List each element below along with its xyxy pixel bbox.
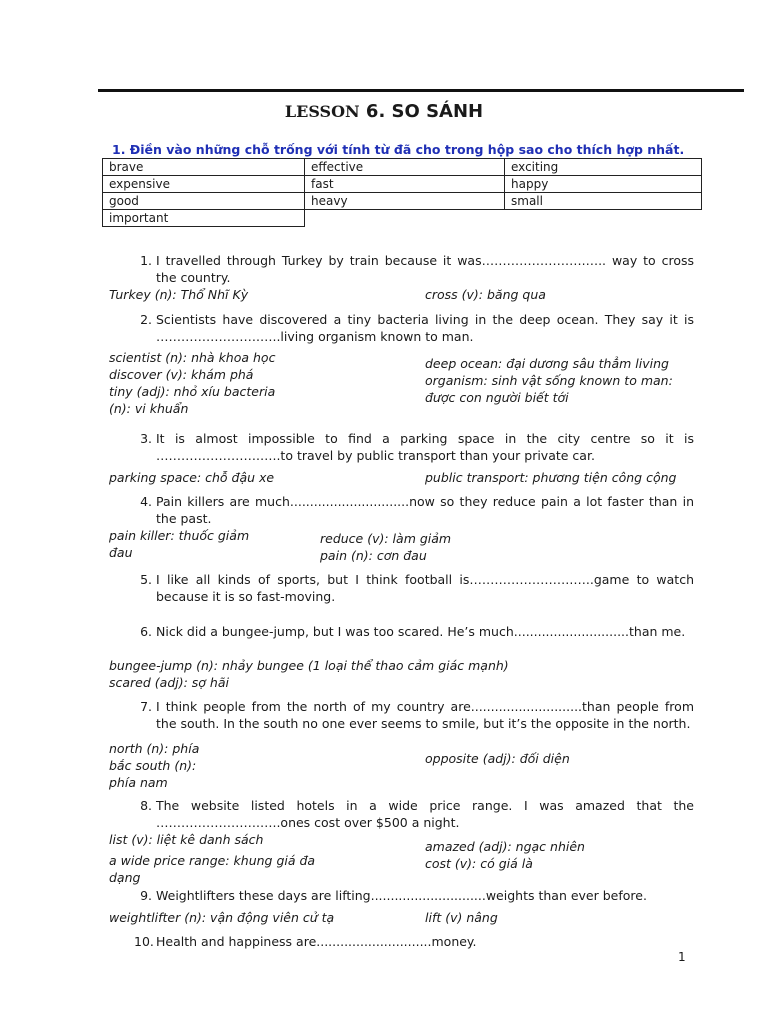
vocab-note: bungee-jump (n): nhảy bungee (1 loại thể thao cảm giác mạnh)	[109, 658, 509, 673]
question-text: Health and happiness are.............................money.	[156, 934, 477, 949]
vocab-note: a wide price range: khung giá đa dạng	[109, 853, 316, 885]
question: 5. I like all kinds of sports, but I think football is…………………….…..game to watch because it is so fast-moving.	[140, 572, 694, 604]
question: 6. Nick did a bungee-jump, but I was too scared. He’s much.............................than me.	[134, 623, 694, 640]
question-text: Scientists have discovered a tiny bacteria living in the deep ocean. They say it is …………………….…..living organism known to man.	[156, 312, 694, 344]
vocab-note: reduce (v): làm giảm	[320, 531, 452, 546]
question: 3. It is almost impossible to find a parking space in the city centre so it is …………………….…..to travel by public transport than your private car.	[140, 431, 694, 463]
word-cell: heavy	[305, 193, 505, 210]
word-box-row	[103, 210, 702, 227]
question: 10. Health and happiness are.............................money.	[134, 933, 694, 950]
vocab-note: amazed (adj): ngạc nhiên	[425, 839, 585, 854]
question-text: Weightlifters these days are lifting.............................weights than ever before.	[156, 888, 647, 903]
word-cell: small	[505, 193, 702, 210]
word-box-row	[103, 176, 702, 193]
vocab-note: deep ocean: đại dương sâu thẳm living organism: sinh vật sống known to man: được con người biết tới	[425, 356, 673, 405]
question: 8. The website listed hotels in a wide price range. I was amazed that the …………………….…..ones cost over $500 a night.	[140, 798, 694, 830]
vocab-note: scientist (n): nhà khoa học discover (v): khám phá tiny (adj): nhỏ xíu bacteria (n): vi khuẩn	[109, 350, 276, 416]
vocab-note: north (n): phía bắc south (n): phía nam	[109, 741, 200, 790]
question-text: The website listed hotels in a wide price range. I was amazed that the …………………….…..ones cost over $500 a night.	[156, 798, 694, 830]
word-cell: happy	[505, 176, 702, 193]
word-box-row	[103, 193, 702, 210]
vocab-note: pain (n): cơn đau	[320, 548, 427, 563]
question: 1. I travelled through Turkey by train because it was…………………….….. way to cross the country.	[140, 253, 694, 285]
page-number: 1	[678, 950, 686, 964]
top-rule	[98, 89, 744, 92]
question: 9. Weightlifters these days are lifting.............................weights than ever before.	[134, 887, 694, 904]
lesson-title: LESSON 6. SO SÁNH	[284, 101, 484, 122]
question-text: I think people from the north of my country are............................than people from the south. In the south no one ever seems to smile, but it’s the opposite in the north.	[156, 699, 694, 731]
vocab-note: opposite (adj): đối diện	[425, 751, 570, 766]
vocab-note: list (v): liệt kê danh sách	[109, 832, 264, 847]
vocab-note: parking space: chỗ đậu xe	[109, 470, 275, 485]
vocab-note: public transport: phương tiện công cộng	[425, 470, 677, 485]
question: 4. Pain killers are much..............................now so they reduce pain a lot faster than in the past.	[140, 494, 694, 526]
word-box	[102, 158, 702, 227]
word-cell: expensive	[103, 176, 305, 193]
word-cell: fast	[305, 176, 505, 193]
question: 2. Scientists have discovered a tiny bacteria living in the deep ocean. They say it is …………………….…..living organism known to man.	[140, 312, 694, 344]
question: 7. I think people from the north of my country are............................than people from the south. In the south no one ever seems to smile, but it’s the opposite in the north.	[140, 699, 694, 731]
vocab-note: cross (v): băng qua	[425, 287, 546, 302]
question-text: Nick did a bungee-jump, but I was too scared. He’s much.............................than me.	[156, 624, 686, 639]
vocab-note: weightlifter (n): vận động viên cử tạ	[109, 910, 335, 925]
vocab-note: scared (adj): sợ hãi	[109, 675, 229, 690]
exercise-heading: 1. Điền vào những chỗ trống với tính từ đã cho trong hộp sao cho thích hợp nhất.	[112, 142, 685, 157]
word-cell: exciting	[505, 159, 702, 176]
question-text: It is almost impossible to find a parking space in the city centre so it is …………………….…..to travel by public transport than your private car.	[156, 431, 694, 463]
word-cell: effective	[305, 159, 505, 176]
word-cell: good	[103, 193, 305, 210]
vocab-note: cost (v): có giá là	[425, 856, 533, 871]
word-box-row	[103, 159, 702, 176]
vocab-note: Turkey (n): Thổ Nhĩ Kỳ	[109, 287, 249, 302]
vocab-note: lift (v) nâng	[425, 910, 498, 925]
question-text: I travelled through Turkey by train because it was…………………….….. way to cross the country.	[156, 253, 694, 285]
vocab-note: pain killer: thuốc giảm đau	[109, 528, 250, 560]
word-cell: brave	[103, 159, 305, 176]
question-text: I like all kinds of sports, but I think football is…………………….…..game to watch because it is so fast-moving.	[156, 572, 694, 604]
question-text: Pain killers are much..............................now so they reduce pain a lot faster than in the past.	[156, 494, 694, 526]
word-cell: important	[103, 210, 305, 227]
